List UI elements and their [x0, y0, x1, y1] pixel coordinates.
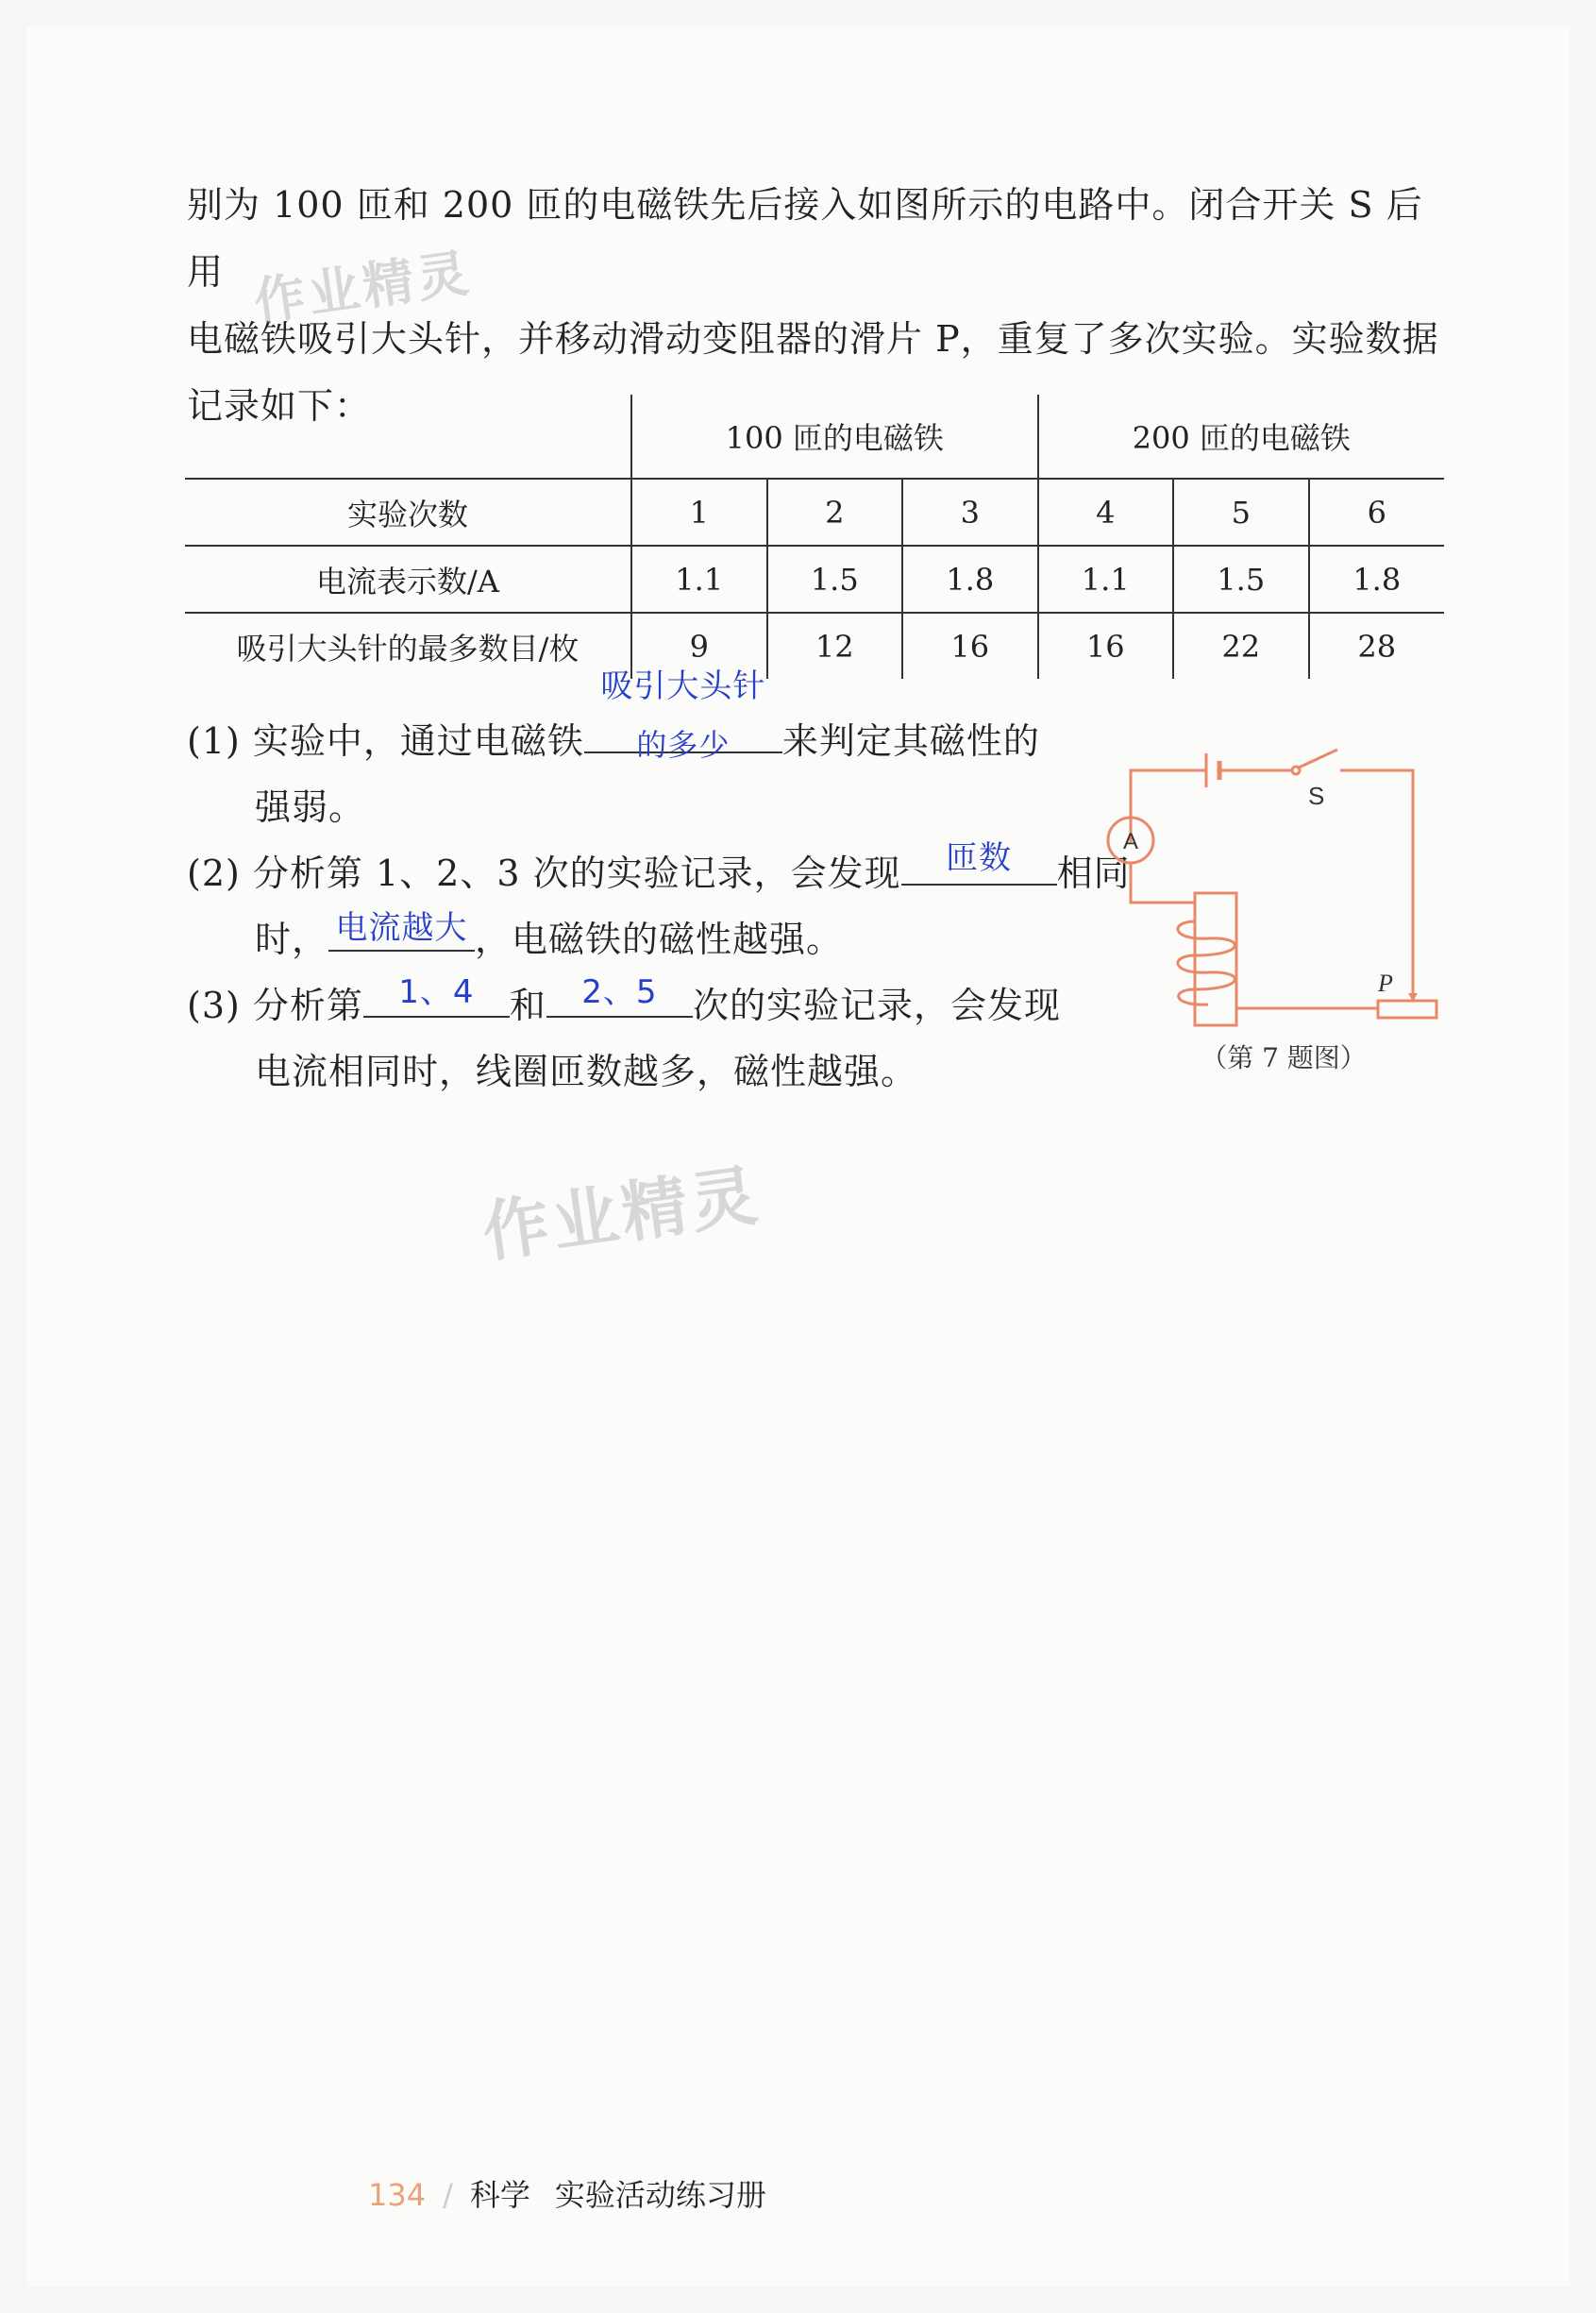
switch-label: S	[1308, 782, 1325, 810]
q1-line2: 强弱。	[255, 786, 366, 828]
rheostat-body	[1378, 1001, 1436, 1018]
q2-answer-blank	[901, 840, 1057, 886]
coil-winding	[1178, 921, 1235, 1005]
q3-answer1-blank	[363, 972, 510, 1018]
q2-suffix: 相同	[1056, 853, 1131, 894]
table-cell: 28	[1309, 613, 1445, 679]
q3-prefix: (3) 分析第	[187, 985, 363, 1026]
q3-answer2-blank	[546, 972, 693, 1018]
table-cell: 9	[631, 613, 767, 679]
q2-answer2-blank	[328, 906, 475, 952]
table-cell: 3	[902, 479, 1038, 546]
separator: /	[443, 2177, 453, 2213]
q3-answer1: 1、4	[398, 973, 475, 1011]
watermark: 作业精灵	[250, 243, 476, 332]
wire	[1131, 863, 1195, 903]
q2-answer: 匝数	[946, 839, 1013, 877]
group-header-100: 100 匝的电磁铁	[631, 395, 1038, 479]
wire	[1131, 770, 1206, 842]
q1-answer: 的多少	[636, 727, 731, 763]
data-table	[185, 395, 1444, 679]
q3-line2: 电流相同时，线圈匝数越多，磁性越强。	[255, 1051, 918, 1092]
q2-line2-suffix: ，电磁铁的磁性越强。	[475, 919, 844, 960]
table-header-row	[185, 395, 1444, 479]
q1-prefix: (1) 实验中，通过电磁铁	[187, 720, 584, 762]
q3-mid: 和	[509, 985, 546, 1026]
table-cell: 1.5	[1173, 546, 1309, 613]
table-cell: 1.1	[631, 546, 767, 613]
q2-prefix: (2) 分析第 1、2、3 次的实验记录，会发现	[187, 853, 901, 894]
q1-answer-blank	[584, 667, 782, 763]
intro-line: 记录如下：	[187, 385, 372, 427]
group-header-200: 200 匝的电磁铁	[1038, 395, 1445, 479]
table-cell: 16	[902, 613, 1038, 679]
q1-suffix: 来判定其磁性的	[781, 720, 1040, 762]
ammeter-label: A	[1122, 829, 1139, 854]
row-label: 实验次数	[185, 479, 631, 546]
watermark: 作业精灵	[478, 1156, 766, 1273]
wire	[1340, 770, 1413, 989]
footer	[368, 2171, 766, 2215]
table-cell: 4	[1038, 479, 1174, 546]
table-row	[185, 613, 1444, 679]
table-row	[185, 479, 1444, 546]
q3-suffix: 次的实验记录，会发现	[692, 985, 1061, 1026]
intro-line: 电磁铁吸引大头针，并移动滑动变阻器的滑片 P，重复了多次实验。实验数据	[187, 318, 1439, 360]
table-row	[185, 546, 1444, 613]
question-1	[187, 667, 1040, 774]
figure-caption: （第 7 题图）	[1201, 1042, 1367, 1073]
slider-label: P	[1378, 970, 1393, 997]
intro-line: 别为 100 匝和 200 匝的电磁铁先后接入如图所示的电路中。闭合开关 S 后用	[187, 184, 1423, 293]
table-cell: 22	[1173, 613, 1309, 679]
question-3	[187, 972, 1061, 1038]
q3-answer2: 2、5	[581, 973, 658, 1011]
table-cell: 1.1	[1038, 546, 1174, 613]
switch-pivot	[1292, 767, 1300, 774]
table-cell: 1.8	[902, 546, 1038, 613]
switch-lever	[1299, 750, 1337, 768]
table-cell: 1.5	[767, 546, 903, 613]
table-cell: 1	[631, 479, 767, 546]
q2-answer2: 电流越大	[335, 909, 468, 947]
table-cell: 1.8	[1309, 546, 1445, 613]
footer-subject: 科学	[469, 2177, 530, 2213]
table-cell: 2	[767, 479, 903, 546]
table-cell: 5	[1173, 479, 1309, 546]
q1-answer-top: 吸引大头针	[600, 667, 766, 705]
table-cell: 6	[1309, 479, 1445, 546]
footer-book: 实验活动练习册	[554, 2177, 766, 2213]
table-cell: 16	[1038, 613, 1174, 679]
q2-line2-prefix: 时，	[255, 919, 329, 960]
row-label: 吸引大头针的最多数目/枚	[185, 613, 631, 679]
table-cell: 12	[767, 613, 903, 679]
row-label: 电流表示数/A	[185, 546, 631, 613]
circuit-diagram	[1104, 736, 1463, 1095]
page-number: 134	[368, 2177, 427, 2213]
